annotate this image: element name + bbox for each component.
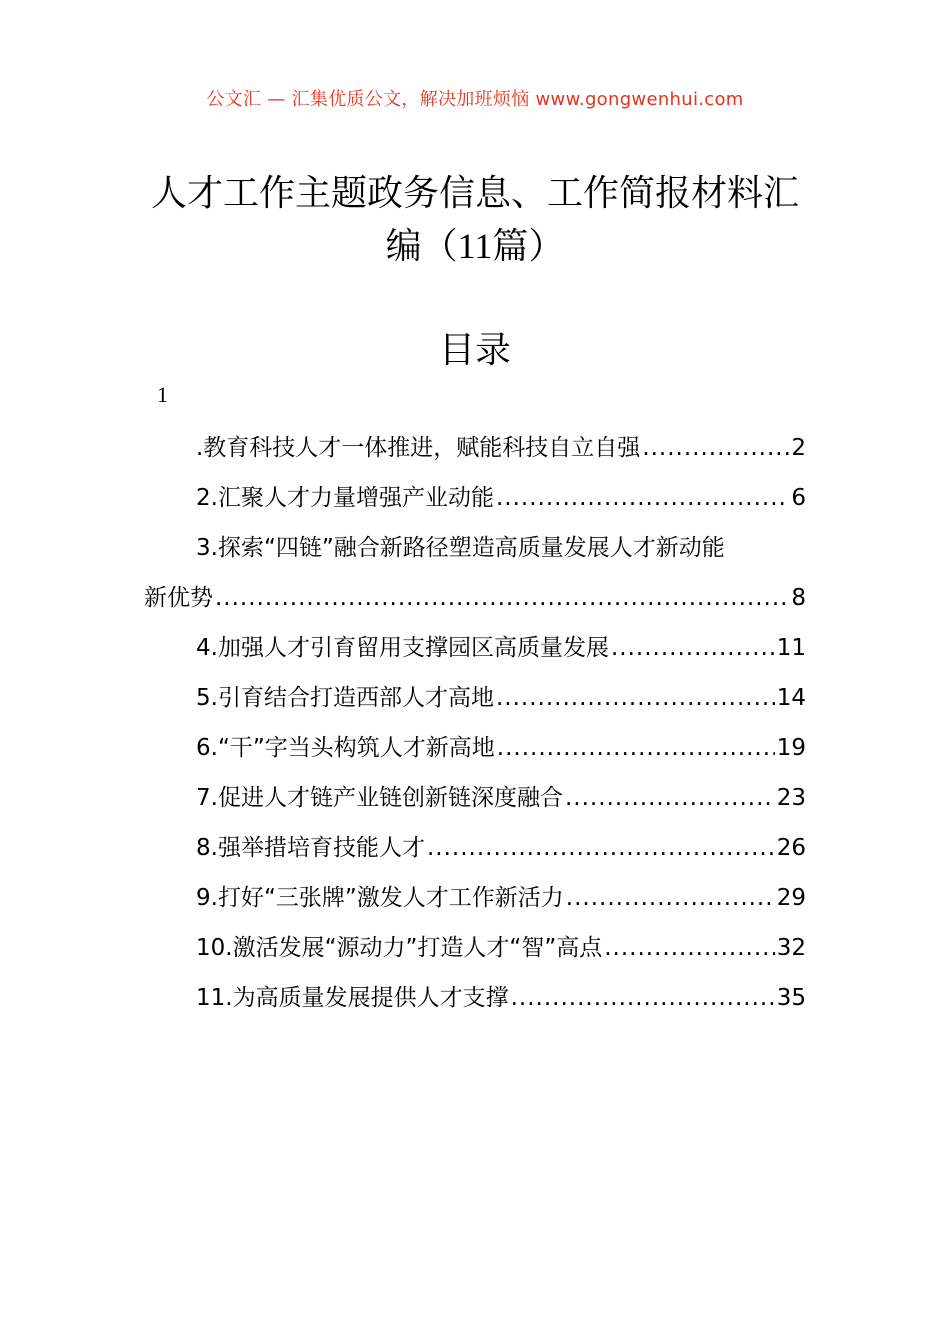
header-banner: 公文汇 — 汇集优质公文，解决加班烦恼 www.gongwenhui.com xyxy=(206,89,744,110)
toc-dot-leader xyxy=(496,673,775,723)
toc-list xyxy=(144,423,806,1023)
toc-marker: 1 xyxy=(157,382,168,407)
toc-entry-7[interactable] xyxy=(144,773,806,823)
toc-page-number: 6 xyxy=(791,485,806,511)
toc-entry-3-continued[interactable] xyxy=(144,573,806,623)
toc-dot-leader xyxy=(611,623,775,673)
toc-dot-leader xyxy=(427,823,775,873)
toc-entry-text: 10.激活发展“源动力”打造人才“智”高点 xyxy=(196,935,603,961)
toc-entry-text: 7.促进人才链产业链创新链深度融合 xyxy=(196,785,563,811)
toc-entry-text: .教育科技人才一体推进，赋能科技自立自强 xyxy=(196,435,641,461)
toc-entry-text: 8.强举措培育技能人才 xyxy=(196,835,425,861)
toc-dot-leader xyxy=(511,973,775,1023)
toc-entry-text: 6.“干”字当头构筑人才新高地 xyxy=(196,735,495,761)
toc-entry-text: 9.打好“三张牌”激发人才工作新活力 xyxy=(196,885,564,911)
document-title xyxy=(100,168,850,273)
toc-page-number: 23 xyxy=(776,785,806,811)
toc-page-number: 29 xyxy=(776,885,806,911)
toc-entry-text: 5.引育结合打造西部人才高地 xyxy=(196,685,494,711)
toc-dot-leader xyxy=(604,923,774,973)
toc-page-number: 35 xyxy=(776,985,806,1011)
toc-dot-leader xyxy=(642,423,789,473)
title-count: 11 xyxy=(457,226,493,266)
title-line-2-post: 篇） xyxy=(492,226,565,267)
toc-entry-5[interactable] xyxy=(144,673,806,723)
toc-entry-6[interactable] xyxy=(144,723,806,773)
toc-entry-text: 3.探索“四链”融合新路径塑造高质量发展人才新动能 xyxy=(196,535,725,561)
toc-page-number: 32 xyxy=(776,935,806,961)
toc-entry-9[interactable] xyxy=(144,873,806,923)
toc-dot-leader xyxy=(496,473,789,523)
toc-dot-leader xyxy=(566,873,775,923)
toc-entry-3[interactable] xyxy=(144,523,806,573)
toc-page-number: 2 xyxy=(791,435,806,461)
toc-page-number: 26 xyxy=(776,835,806,861)
toc-entry-text: 2.汇聚人才力量增强产业动能 xyxy=(196,485,494,511)
toc-entry-2[interactable] xyxy=(144,473,806,523)
toc-page-number: 11 xyxy=(776,635,806,661)
toc-entry-11[interactable] xyxy=(144,973,806,1023)
toc-entry-1[interactable] xyxy=(144,423,806,473)
title-line-2 xyxy=(100,220,850,273)
toc-dot-leader xyxy=(565,773,775,823)
toc-dot-leader xyxy=(215,573,789,623)
toc-entry-10[interactable] xyxy=(144,923,806,973)
toc-entry-8[interactable] xyxy=(144,823,806,873)
toc-dot-leader xyxy=(497,723,775,773)
toc-entry-text: 11.为高质量发展提供人才支撑 xyxy=(196,985,509,1011)
toc-entry-4[interactable] xyxy=(144,623,806,673)
toc-page-number: 14 xyxy=(776,685,806,711)
title-line-1: 人才工作主题政务信息、工作简报材料汇 xyxy=(150,173,799,214)
toc-entry-text-continued: 新优势 xyxy=(144,585,213,611)
toc-heading: 目录 xyxy=(438,330,511,371)
toc-page-number: 19 xyxy=(776,735,806,761)
toc-page-number: 8 xyxy=(791,585,806,611)
title-line-2-pre: 编（ xyxy=(385,226,458,267)
toc-entry-text: 4.加强人才引育留用支撑园区高质量发展 xyxy=(196,635,609,661)
